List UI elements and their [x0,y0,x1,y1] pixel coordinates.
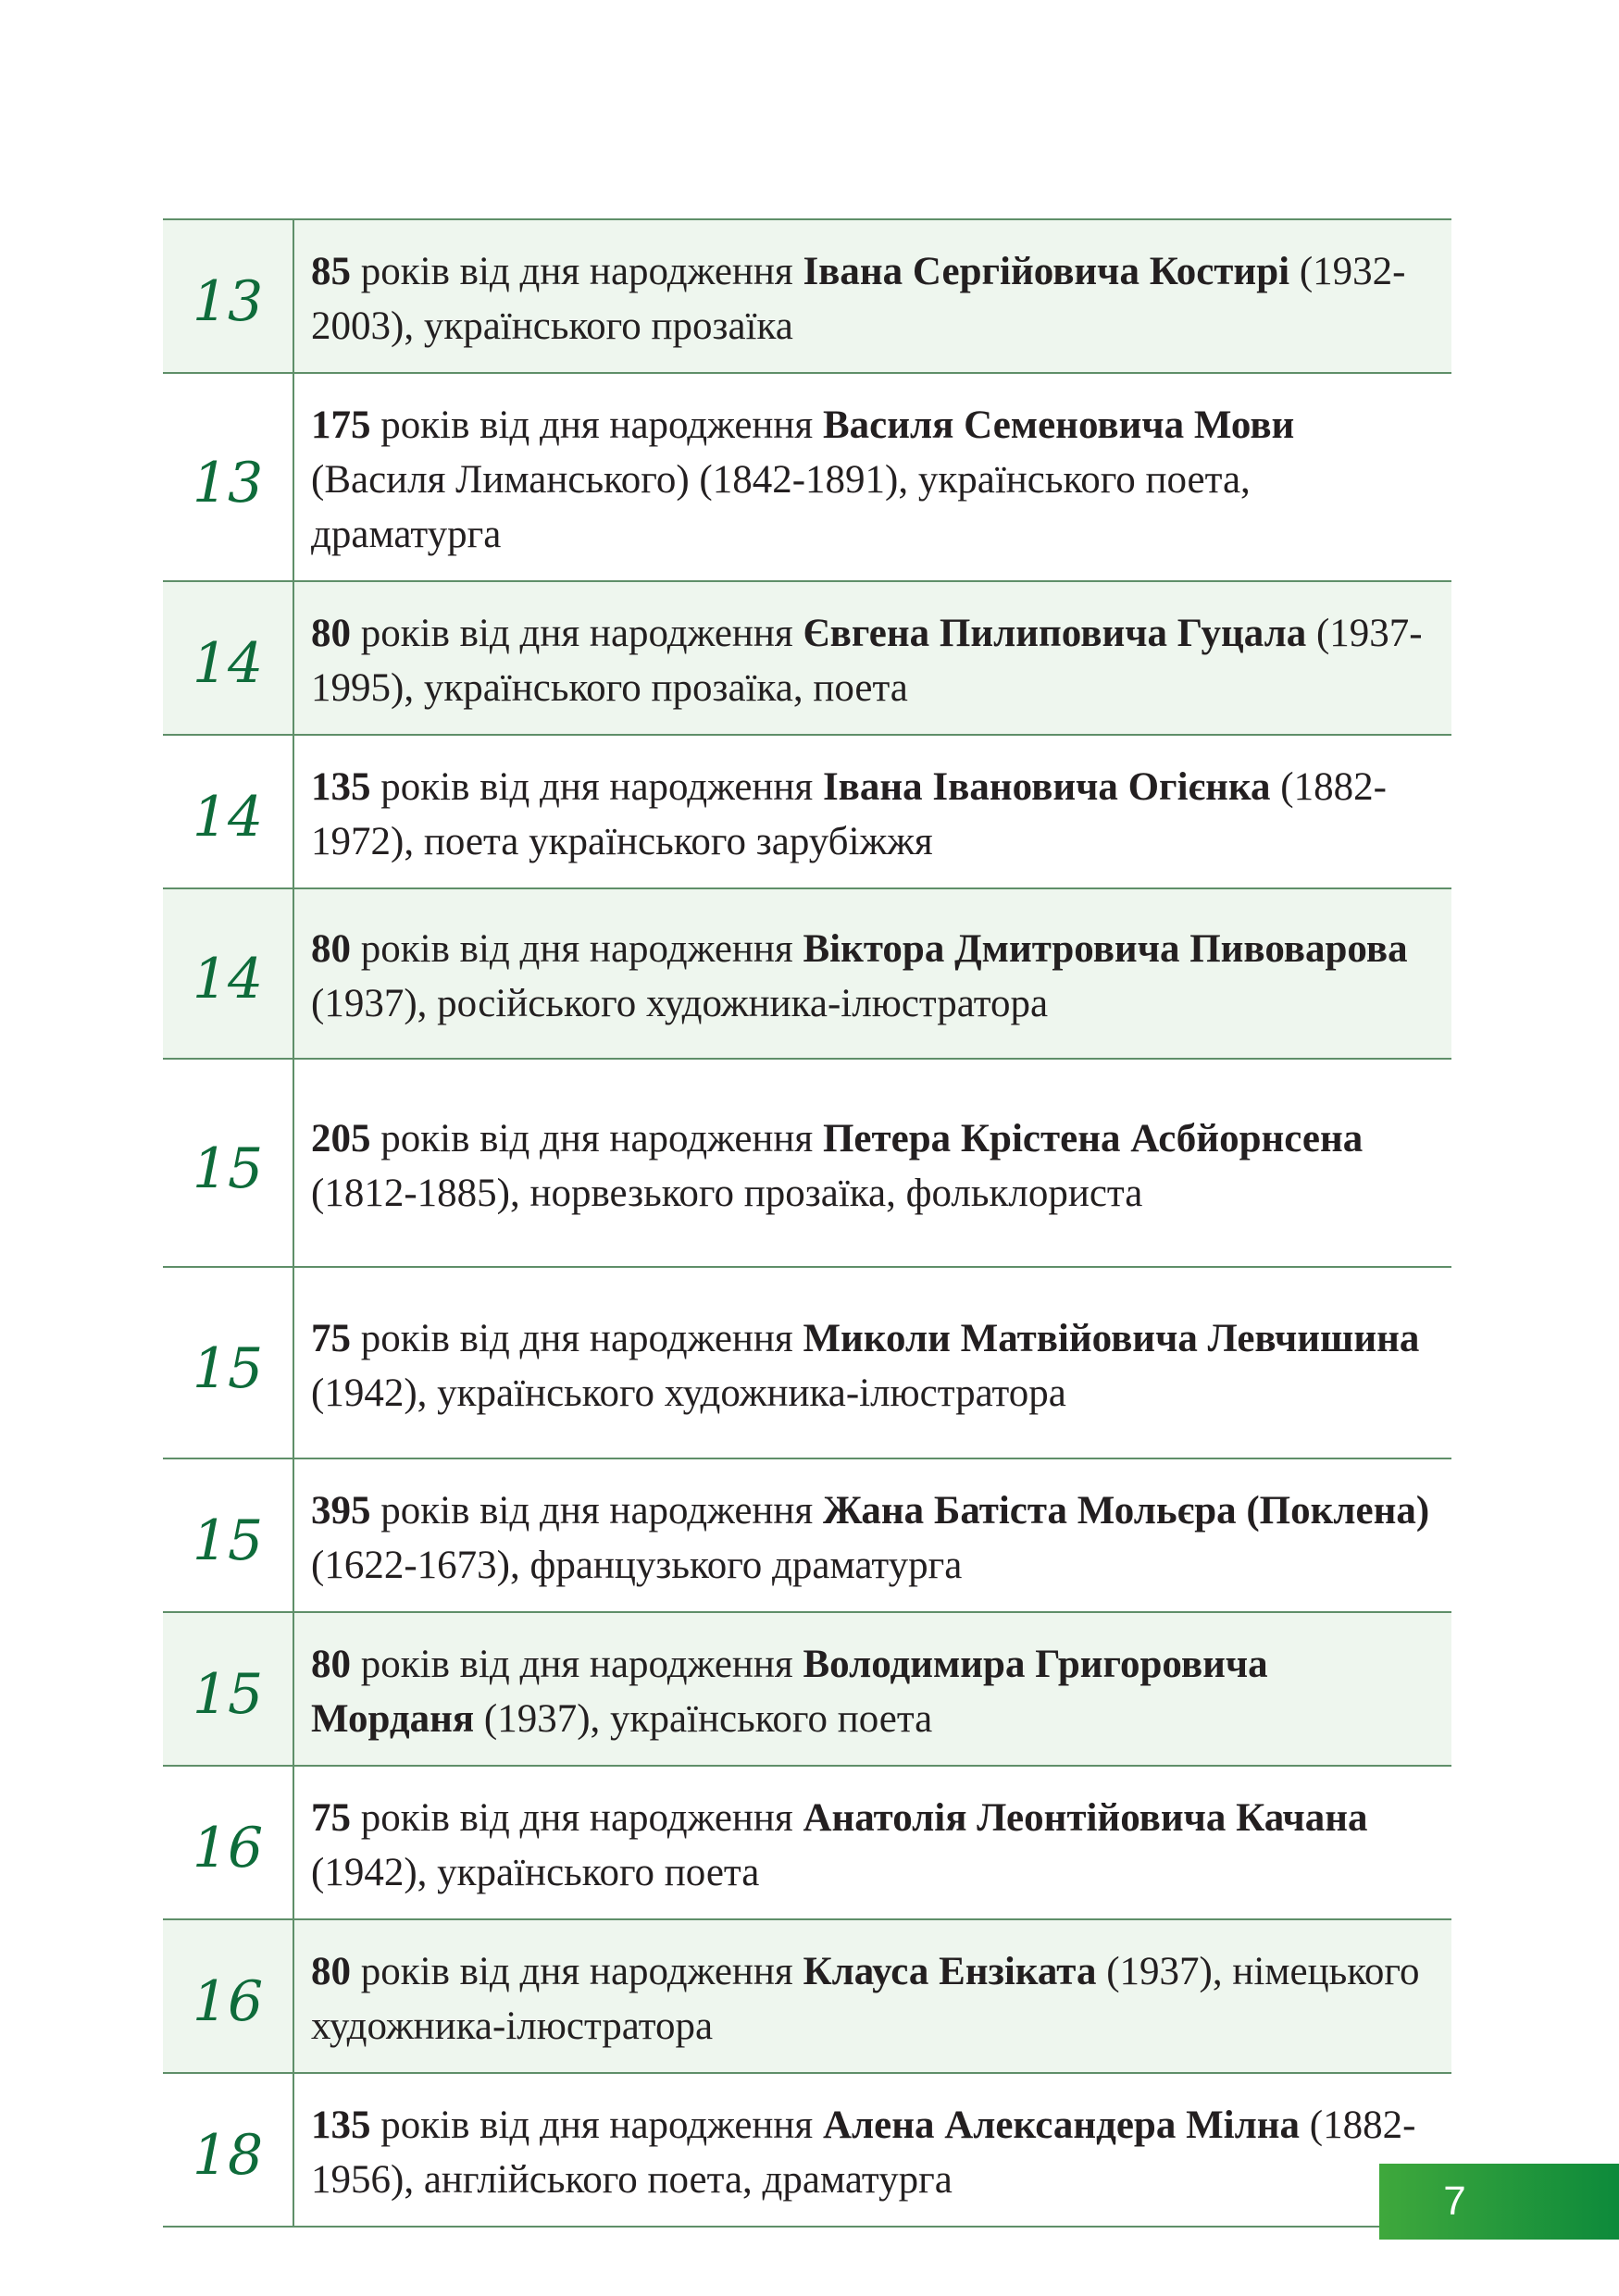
table-row [163,1059,1451,1267]
person-name: Василя Семеновича Мови [822,403,1295,447]
years-count: 80 [311,1643,351,1686]
event-description [293,373,1451,581]
day-number: 13 [192,269,264,334]
day-cell [163,1458,293,1612]
day-cell [163,1612,293,1766]
table-row [163,1267,1451,1458]
day-cell [163,888,293,1059]
years-count: 80 [311,927,351,971]
event-description [293,1612,1451,1766]
event-text: років від дня народження [351,1316,803,1360]
event-text: років від дня народження [370,1116,823,1160]
person-name: Івана Івановича Огієнка [822,765,1271,809]
event-description [293,1059,1451,1267]
day-cell [163,1766,293,1919]
event-description [293,888,1451,1059]
person-name: Петера Крістена Асбйорнсена [822,1116,1364,1160]
event-details: (1937), українського поета [474,1697,933,1741]
person-name: Анатолія Леонтійовича Качана [803,1796,1368,1840]
years-count: 85 [311,250,351,293]
event-details: (1882-1956), англійського поета, драматурга [311,2104,1416,2202]
years-count: 135 [311,765,371,809]
event-text: років від дня народження [351,250,803,293]
table-row [163,735,1451,888]
day-cell [163,1919,293,2073]
day-number: 15 [192,1335,264,1401]
years-count: 80 [311,1950,351,1993]
table-row [163,219,1451,373]
years-count: 395 [311,1489,371,1533]
event-details: (1937), російського художника-ілюстратора [311,982,1049,1025]
event-details: (1942), українського художника-ілюстратора [311,1371,1066,1415]
event-details: (Василя Лиманського) (1842-1891), українського поета, драматурга [311,458,1251,556]
years-count: 75 [311,1796,351,1840]
event-text: років від дня народження [351,1796,803,1840]
event-description [293,219,1451,373]
table-row [163,1612,1451,1766]
event-details: (1937), німецького художника-ілюстратора [311,1950,1420,2048]
years-count: 80 [311,612,351,655]
day-cell [163,2073,293,2227]
day-number: 14 [192,947,264,1011]
day-number: 16 [192,1969,264,2034]
event-description [293,1267,1451,1458]
person-name: Євгена Пилиповича Гуцала [803,612,1307,655]
event-text: років від дня народження [351,927,803,971]
table-row [163,1458,1451,1612]
event-text: років від дня народження [351,1643,803,1686]
event-text: років від дня народження [370,765,823,809]
person-name: Миколи Матвійовича Левчишина [803,1316,1420,1360]
table-row [163,1766,1451,1919]
page-number-box [1379,2164,1619,2240]
years-count: 75 [311,1316,351,1360]
day-number: 15 [192,1662,264,1727]
person-name: Івана Сергійовича Костирі [803,250,1290,293]
event-description [293,1458,1451,1612]
day-number: 15 [192,1136,264,1201]
event-text: років від дня народження [370,2104,823,2147]
person-name: Володимира Григоровича Морданя [311,1643,1268,1741]
day-cell [163,1267,293,1458]
event-description [293,2073,1451,2227]
person-name: Віктора Дмитровича Пивоварова [803,927,1408,971]
day-cell [163,581,293,735]
event-description [293,1919,1451,2073]
person-name: Клауса Ензіката [803,1950,1097,1993]
day-number: 14 [192,631,264,696]
event-text: років від дня народження [351,612,803,655]
page-number: 7 [1443,2178,1466,2224]
years-count: 205 [311,1116,371,1160]
event-text: років від дня народження [370,403,823,447]
day-cell [163,219,293,373]
person-name: Алена Александера Мілна [822,2104,1301,2147]
event-description [293,1766,1451,1919]
day-number: 15 [192,1508,264,1573]
anniversary-table [163,218,1451,2228]
years-count: 175 [311,403,371,447]
event-description [293,735,1451,888]
years-count: 135 [311,2104,371,2147]
event-description [293,581,1451,735]
day-cell [163,735,293,888]
day-cell [163,1059,293,1267]
table-row [163,581,1451,735]
table-row [163,2073,1451,2227]
event-text: років від дня народження [370,1489,823,1533]
event-details: (1622-1673), французького драматурга [311,1544,963,1587]
event-details: (1932-2003), українського прозаїка [311,250,1406,348]
event-details: (1937-1995), українського прозаїка, поета [311,612,1423,710]
day-number: 14 [192,785,264,850]
day-number: 16 [192,1816,264,1880]
event-details: (1812-1885), норвезького прозаїка, фольклориста [311,1171,1143,1215]
event-text: років від дня народження [351,1950,803,1993]
day-number: 13 [192,450,264,515]
event-details: (1882-1972), поета українського зарубіжжя [311,765,1387,863]
table-row [163,1919,1451,2073]
day-number: 18 [192,2123,264,2188]
table-row [163,888,1451,1059]
day-cell [163,373,293,581]
event-details: (1942), українського поета [311,1851,760,1894]
table-row [163,373,1451,581]
person-name: Жана Батіста Мольєра (Поклена) [822,1489,1430,1533]
